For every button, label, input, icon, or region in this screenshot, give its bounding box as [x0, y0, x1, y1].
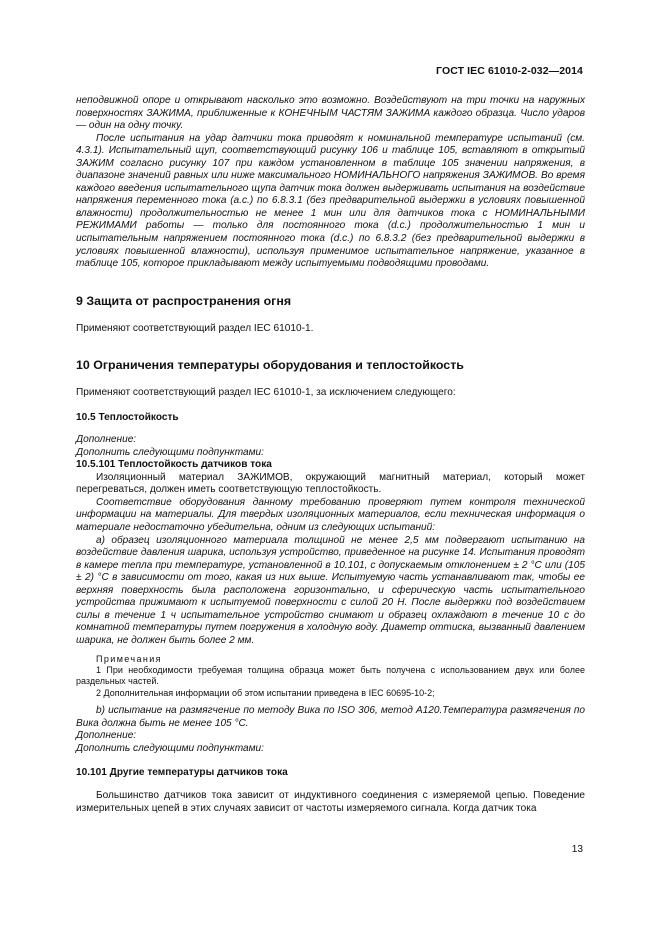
addition-instruction-1: Дополнить следующими подпунктами: — [76, 446, 264, 458]
intro-paragraph-2: После испытания на удар датчики тока приводят к номинальной температуре испытаний (см. 4.3.1). Испытательный щуп, соответствующий рисунку 106 и таблице 105, вставляют в открытый ЗАЖИМ согласно рисунку 107 при каждом установленном в таблице 105 значении напряжения, в диапазоне значений равных или ниже максимального НОМИНАЛЬНОГО напряжения ЗАЖИМОВ. Во время каждого введения испытательного щупа датчик тока должен выдерживать испытания на воздействие напряжения переменного тока (a.c.) по 6.8.3.1 (без предварительной выдержки в условиях повышенной влажности) продолжительностью не менее 1 мин или для датчиков тока с НОМИНАЛЬНЫМИ РЕЖИМАМИ работы — только для постоянного тока (d.c.) продолжительностью 1 мин и испытательным напряжением постоянного тока (d.c.) по 6.8.3.2 (без предварительной выдержки в условиях повышенной влажности), используя применимое испытательное напряжение, указанное в таблице 105, которое прикладывают между испытуемыми подводящими проводами. — [76, 132, 585, 270]
section-10-text: Применяют соответствующий раздел IEC 61010-1, за исключением следующего: — [76, 387, 456, 399]
section-9-heading: 9 Защита от распространения огня — [76, 293, 292, 308]
notes-heading: Примечания — [96, 653, 162, 664]
section-9-text: Применяют соответствующий раздел IEC 61010-1. — [76, 322, 314, 334]
addition-instruction-2: Дополнить следующими подпунктами: — [76, 742, 264, 754]
intro-paragraph-1: неподвижной опоре и открывают насколько это возможно. Воздействуют на три точки на наружных поверхностях ЗАЖИМА, приближенные к КОНЕЧНЫМ ЧАСТЯМ ЗАЖИМА каждого образца. Число ударов — один на одну точку. — [76, 95, 585, 132]
document-body — [76, 95, 585, 815]
subsection-10-5-101-paragraph-4: b) испытание на размягчение по методу Вика по ISO 306, метод A120.Температура размягчения по Вика должна быть не менее 105 °С. — [76, 705, 585, 729]
page-number: 13 — [571, 844, 583, 855]
addition-label-1: Дополнение: — [76, 434, 137, 446]
subsection-10-101-heading: 10.101 Другие температуры датчиков тока — [76, 767, 288, 779]
note-2: 2 Дополнительная информации об этом испытании приведена в IEC 60695-10-2; — [96, 687, 435, 698]
document-header: ГОСТ IEC 61010-2-032—2014 — [436, 65, 583, 77]
subsection-10-101-paragraph-1: Большинство датчиков тока зависит от индуктивного соединения с измеряемой цепью. Поведение измерительных цепей в этих случаях зависит от частоты измеряемого сигнала. Когда датчик тока — [76, 789, 585, 814]
section-10-heading: 10 Ограничения температуры оборудования и теплостойкость — [76, 358, 464, 373]
subsection-10-5-101-paragraph-3: а) образец изоляционного материала толщиной не менее 2,5 мм подвергают испытанию на воздействие давления шарика, используя устройство, приведенное на рисунке 14. Испытания проводят в камере тепла при температуре, установленной в 10.101, с допускаемым отклонением ± 2 °С или (105 ± 2) °С в зависимости от того, какая из них выше. Испытуемую часть устанавливают так, чтобы ее верхняя поверхность была расположена горизонтально, и сферическую часть испытательного устройства прижимают к испытуемой поверхности с силой 20 Н. После выдержки под воздействием силы в течение 1 ч испытательное устройство снимают и образец охлаждают в течение 10 с до комнатной температуры путем погружения в холодную воду. Диаметр оттиска, вызванный давлением шарика, не должен быть более 2 мм. — [76, 534, 585, 646]
addition-label-2: Дополнение: — [76, 730, 137, 742]
subsection-10-5-heading: 10.5 Теплостойкость — [76, 411, 179, 423]
note-1: 1 При необходимости требуемая толщина образца может быть получена с использованием двух или более раздельных частей. — [76, 664, 585, 687]
subsection-10-5-101-paragraph-2: Соответствие оборудования данному требованию проверяют путем контроля технической информации на материалы. Для твердых изоляционных материалов, если техническая информация о материале недостаточно убедительна, одним из следующих испытаний: — [76, 496, 585, 534]
subsection-10-5-101-heading: 10.5.101 Теплостойкость датчиков тока — [76, 459, 272, 471]
subsection-10-5-101-paragraph-1: Изоляционный материал ЗАЖИМОВ, окружающий магнитный материал, который может перегреваться, должен иметь соответствующую теплостойкость. — [76, 471, 585, 496]
